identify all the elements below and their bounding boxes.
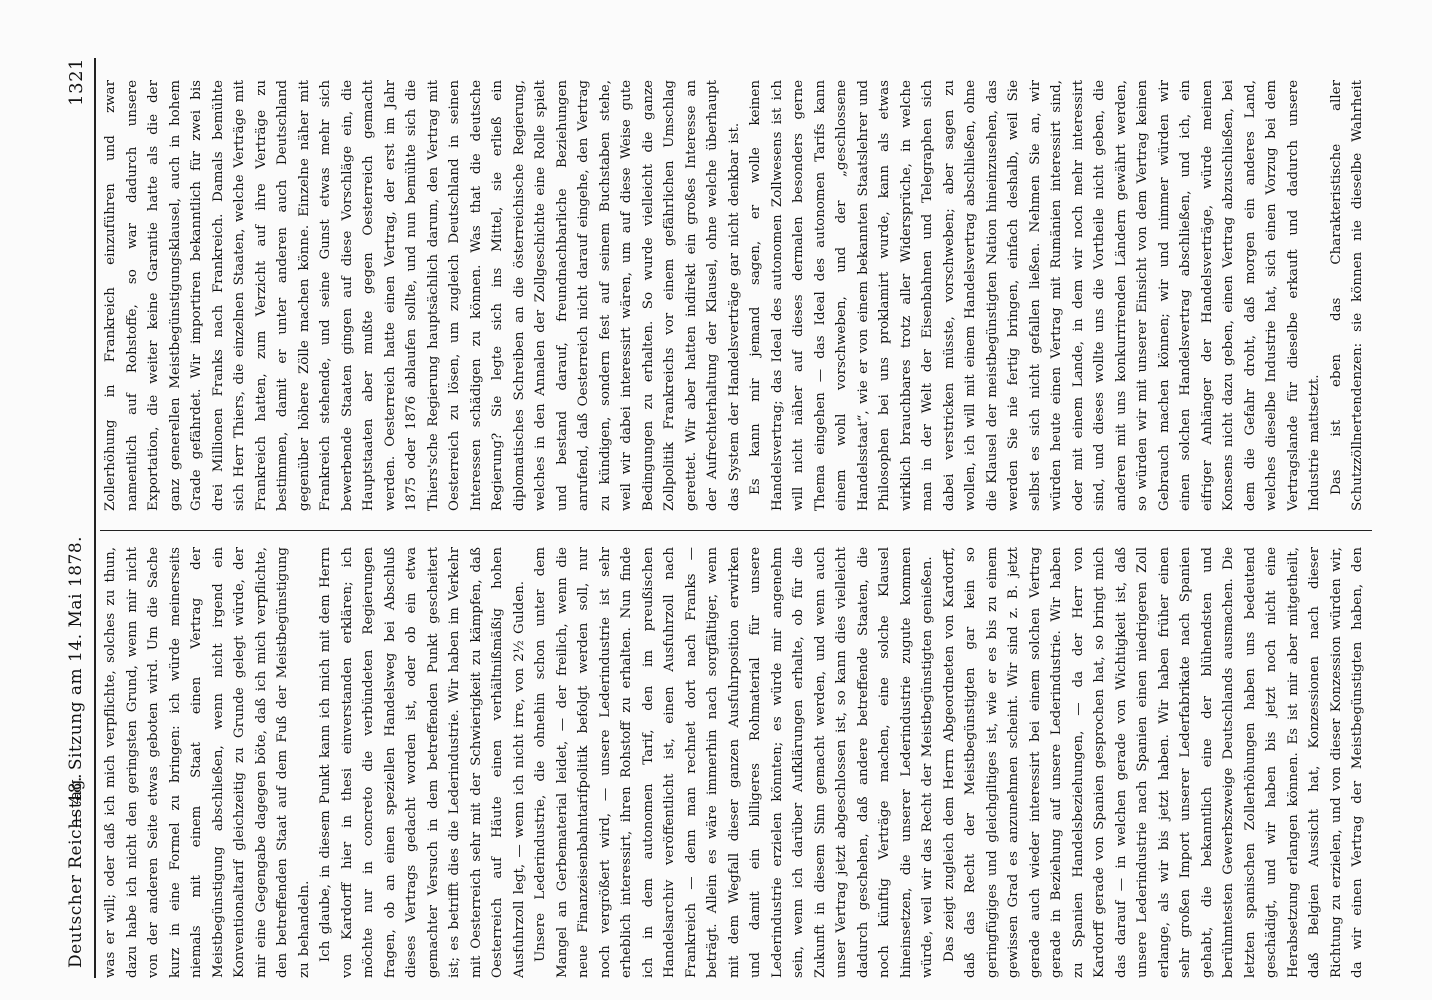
page-number: 1321: [66, 58, 87, 106]
header-title: Deutscher Reichstag.: [66, 773, 86, 968]
rotated-page: [62, 58, 1372, 978]
paragraph: Das zeigt zugleich dem Herrn Abgeordneten von Kardorff, daß das Recht der Meistbegünstigten gar kein so geringfügiges und gleichgiltiges ist, wie er es bis zu einem gewissen Grad es anzunehmen scheint. Wir sind z. B. jetzt gerade auch wieder interessirt bei einem solchen Vertrag gerade in Beziehung auf unsere Lederindustrie. Wir haben zu Spanien Handelsbeziehungen, — da der Herr von Kardorff gerade von Spanien gesprochen hat, so bringt mich das darauf — in welchen gerade von Wichtigkeit ist, daß unsere Lederindustrie nach Spanien einen niedrigeren Zoll erlange, als wir bis jetzt haben. Wir haben früher einen sehr großen Import unserer Lederfabrikate nach Spanien gehabt, die bekanntlich eine der blühendsten und berühmtesten Gewerbszweige Deutschlands ausmachen. Die letzten spanischen Zollerhöhungen haben uns bedeutend geschädigt, und wir haben bis jetzt noch nicht eine Herabsetzung erlangen können. Es ist mir aber mitgetheilt, daß Belgien Aussicht hat, Konzessionen nach dieser Richtung zu erzielen, und von dieser Konzession würden wir, da wir einen Vertrag der Meistbegünstigten haben, den: [941, 547, 1365, 978]
left-column: [100, 547, 1372, 978]
paragraph: Unsere Lederindustrie, die ohnehin schon unter dem Mangel an Gerbematerial leidet, — der freilich, wenn die neue Finanzeisenbahntarifpolitik befolgt werden soll, nur noch vergrößert wird, — unsere Lederindustrie ist sehr erheblich interessirt, ihren Rohstoff zu erhalten. Nun finde ich in dem autonomen Tarif, den im preußischen Handelsarchiv veröffentlicht ist, einen Ausfuhrzoll nach Frankreich — denn man rechnet dort nach Franks — beträgt. Allein es wäre immerhin nach sorgfältiger, wenn mit dem Wegfall dieser ganzen Ausfuhrposition erwirken und damit ein billigeres Rohmaterial für unsere Lederindustrie erzielen könnten; es würde mir angenehm sein, wenn ich darüber Aufklärungen erhalte, ob für die Zukunft in diesem Sinn gemacht werden, und wenn auch unser Vertrag jetzt abgeschlossen ist, so kann dies vielleicht dadurch geschehen, daß andere betreffende Staaten, die noch künftig Verträge machen, eine solche Klausel hineinsetzen, die unserer Lederindustrie zugute kommen würde, weil wir das Recht der Meistbegünstigten genießen.: [533, 547, 935, 978]
header-session: — 48. Sitzung am 14. Mai 1878.: [66, 535, 86, 828]
page-header: [62, 58, 96, 978]
paragraph: Zollerhöhung in Frankreich einzuführen und zwar namentlich auf Rohstoffe, so war dadurch unsere Exportation, die weiter keine Garantie hatte als die der ganz generellen Meistbegünstigungsklausel, auch in hohem Grade gefährdet. Wir importiren bekanntlich für zwei bis drei Millionen Franks nach Frankreich. Damals bemühte sich Herr Thiers, die einzelnen Staaten, welche Verträge mit Frankreich hatten, zum Verzicht auf ihre Verträge zu bestimmen, damit er unter anderen auch Deutschland gegenüber höhere Zölle machen könne. Einzelne näher mit Frankreich stehende, und seine Gunst etwas mehr sich bewerbende Staaten gingen auf diese Vorschläge ein, die Hauptstaaten aber mußte gegen Oesterreich gemacht werden. Oesterreich hatte einen Vertrag, der erst im Jahr 1875 oder 1876 ablaufen sollte, und nun bemühte sich die Thiers'sche Regierung hauptsächlich darum, den Vertrag mit Oesterreich zu lösen, um zugleich Deutschland in seinen Interessen schädigen zu können. Was that die deutsche Regierung? Sie legte sich ins Mittel, sie erließ ein diplomatisches Schreiben an die österreichische Regierung, welches in den Annalen der Zollgeschichte eine Rolle spielt und bestand darauf, freundnachbarliche Beziehungen anrufend, daß Oesterreich nicht darauf eingehe, den Vertrag zu kündigen, sondern fest auf seinem Buchstaben stehe, weil wir dabei interessirt wären, um auf diese Weise gute Bedingungen zu erhalten. So wurde vielleicht die ganze Zollpolitik Frankreichs vor einem gefährlichen Umschlag gerettet. Wir aber hatten indirekt ein großes Interesse an der Aufrechterhaltung der Klausel, ohne welche überhaupt das System der Handelsverträge gar nicht denkbar ist.: [103, 80, 742, 511]
paragraph: was er will; oder daß ich mich verpflichte, solches zu thun, dazu habe ich nicht den geringsten Grund, wenn mir nicht von der anderen Seite etwas geboten wird. Um die Sache kurz in eine Formel zu bringen: ich würde meinerseits niemals mit einem Staat einen Vertrag der Meistbegünstigung abschließen, wenn nicht irgend ein Konventionaltarif gleichzeitig zu Grunde gelegt würde, der mir eine Gegengabe dagegen böte, daß ich mich verpflichte, den betreffenden Staat auf dem Fuß der Meistbegünstigung zu behandeln.: [103, 547, 312, 978]
paragraph: Es kann mir jemand sagen, er wolle keinen Handelsvertrag; das Ideal des autonomen Zollwesens ist ich will nicht näher auf dieses dermalen besonders gerne Thema eingehen — das Ideal des autonomen Tarifs kann einem wohl vorschweben, und der „geschlossene Handelsstaat“, wie er von einem bekannten Staatslehrer und Philosophen bei uns proklamirt wurde, kann als etwas wirklich brauchbares trotz aller Widersprüche, in welche man in der Welt der Eisenbahnen und Telegraphen sich dabei verstricken müsste, vorschweben; aber sagen zu wollen, ich will mit einem Handelsvertrag abschließen, ohne die Klausel der meistbegünstigten Nation hineinzusehen, das werden Sie nie fertig bringen, einfach deshalb, weil Sie selbst es sich nicht gefallen ließen. Nehmen Sie an, wir würden heute einen Vertrag mit Rumänien interessirt sind, oder mit einem Lande, in dem wir noch mehr interessirt sind, und dieses wollte uns die Vortheile nicht geben, die anderen mit uns konkurrirenden Ländern gewährt werden, so würden wir mit unserer Einsicht von dem Vertrag keinen Gebrauch machen können; wir und nimmer würden wir einen solchen Handelsvertrag abschließen, und ich, ein eifriger Anhänger der Handelsverträge, würde meinen Konsens nicht dazu geben, einen Vertrag abzuschließen, bei dem die Gefahr droht, daß morgen ein anderes Land, welches dieselbe Industrie hat, sich einen Vorzug bei dem Vertragslande für dieselbe erkauft und dadurch unsere Industrie mattsetzt.: [748, 80, 1322, 511]
column-divider: [100, 530, 1372, 531]
paragraph: Das ist eben das Charakteristische aller Schutzzöllnertendenzen: sie können nie dieselbe Wahrheit: [1328, 80, 1365, 511]
paragraph: Ich glaube, in diesem Punkt kann ich mich mit dem Herrn von Kardorff hier in thesi einverstanden erklären; ich möchte nur in concreto die verbündeten Regierungen fragen, ob an einen speziellen Handelsweg bei Abschluß dieses Vertrags gedacht worden ist, oder ob ein etwa gemachter Versuch in dem betreffenden Punkt gescheitert ist; es betrifft dies die Lederindustrie. Wir haben im Verkehr mit Oesterreich sehr mit der Schwierigkeit zu kämpfen, daß Oesterreich auf Häute einen verhältnißmäßig hohen Ausfuhrzoll legt, — wenn ich nicht irre, von 2½ Gulden.: [318, 547, 527, 978]
digitization-credit: [1410, 10, 1424, 990]
right-column: [100, 80, 1372, 511]
